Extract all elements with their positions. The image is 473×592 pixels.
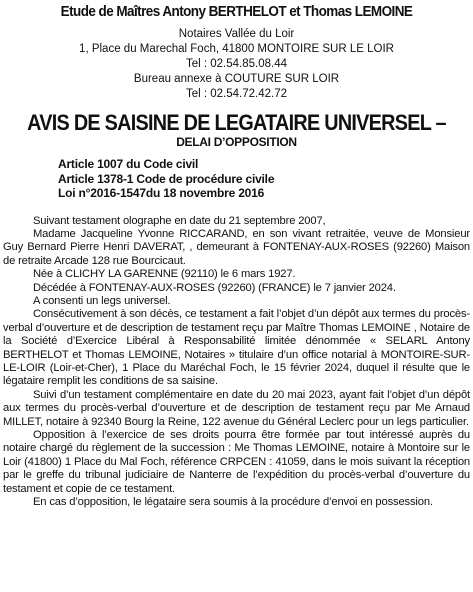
firm-name: Etude de Maîtres Antony BERTHELOT et Thomas LEMOINE xyxy=(60,4,413,20)
notice-title: AVIS DE SAISINE DE LEGATAIRE UNIVERSEL – xyxy=(27,110,446,135)
annex-office: Bureau annexe à COUTURE SUR LOIR xyxy=(133,73,340,85)
firm-phone: Tel : 02.54.85.08.44 xyxy=(185,58,288,70)
paragraph: En cas d’opposition, le légataire sera soumis à la procédure d’envoi en possession. xyxy=(33,496,433,509)
firm-line-1: Notaires Vallée du Loir xyxy=(178,28,295,40)
paragraph: Née à CLICHY LA GARENNE (92110) le 6 mars 1927. xyxy=(33,268,296,281)
paragraph: Consécutivement à son décès, ce testament a fait l’objet d’un dépôt aux termes du procès-verbal d’ouverture et de description de testament reçu par Maître Thomas LEMOINE , Notaire de la Société d’Exercice Libéral à Responsabilité limitée dénommée « SELARL Antony BERTHELOT et Thomas LEMOINE, Notaires » titulaire d’un office notarial à MONTOIRE-SUR-LE-LOIR (Loir-et-Cher), 1 Place du Maréchal Foch, le 15 février 2024, duquel il résulte que le légataire remplit les conditions de sa saisine. xyxy=(3,308,470,388)
article-ref: Article 1378-1 Code de procédure civile xyxy=(58,171,275,186)
annex-phone: Tel : 02.54.72.42.72 xyxy=(185,88,288,100)
notice-body xyxy=(3,215,470,510)
paragraph: Suivi d’un testament complémentaire en date du 20 mai 2023, ayant fait l’objet d’un dépôt aux termes du procès-verbal d’ouverture et de description de testament reçu par Me Arnaud MILLET, notaire à 92340 Bourg la Reine, 122 avenue du Général Leclerc pour un legs particulier. xyxy=(3,388,470,428)
firm-address: 1, Place du Marechal Foch, 41800 MONTOIRE SUR LE LOIR xyxy=(79,43,394,55)
paragraph: Opposition à l’exercice de ses droits pourra être formée par tout intéressé auprès du notaire chargé du règlement de la succession : Me Thomas LEMOINE, notaire à Montoire sur le Loir (41800) 1 Place du Mal Foch, référence CRPCEN : 41059, dans le mois suivant la réception par le greffe du tribunal judiciaire de Nanterre de l’expédition du procès-verbal d’ouverture du testament et copie de ce testament. xyxy=(3,429,470,495)
paragraph: A consenti un legs universel. xyxy=(33,294,171,307)
paragraph: Suivant testament olographe en date du 21 septembre 2007, xyxy=(33,214,326,227)
paragraph: Décédée à FONTENAY-AUX-ROSES (92260) (FRANCE) le 7 janvier 2024. xyxy=(33,281,396,294)
paragraph: Madame Jacqueline Yvonne RICCARAND, en son vivant retraitée, veuve de Monsieur Guy Bernard Pierre Henri DAVERAT, , demeurant à FONTENAY-AUX-ROSES (92260) Maison de retraite Arcade 128 rue Bourcicaut. xyxy=(3,227,470,267)
notice-subtitle: DELAI D’OPPOSITION xyxy=(176,135,297,149)
article-ref: Article 1007 du Code civil xyxy=(58,157,199,171)
legal-references xyxy=(3,157,470,201)
article-ref: Loi n°2016-1547du 18 novembre 2016 xyxy=(58,186,265,200)
